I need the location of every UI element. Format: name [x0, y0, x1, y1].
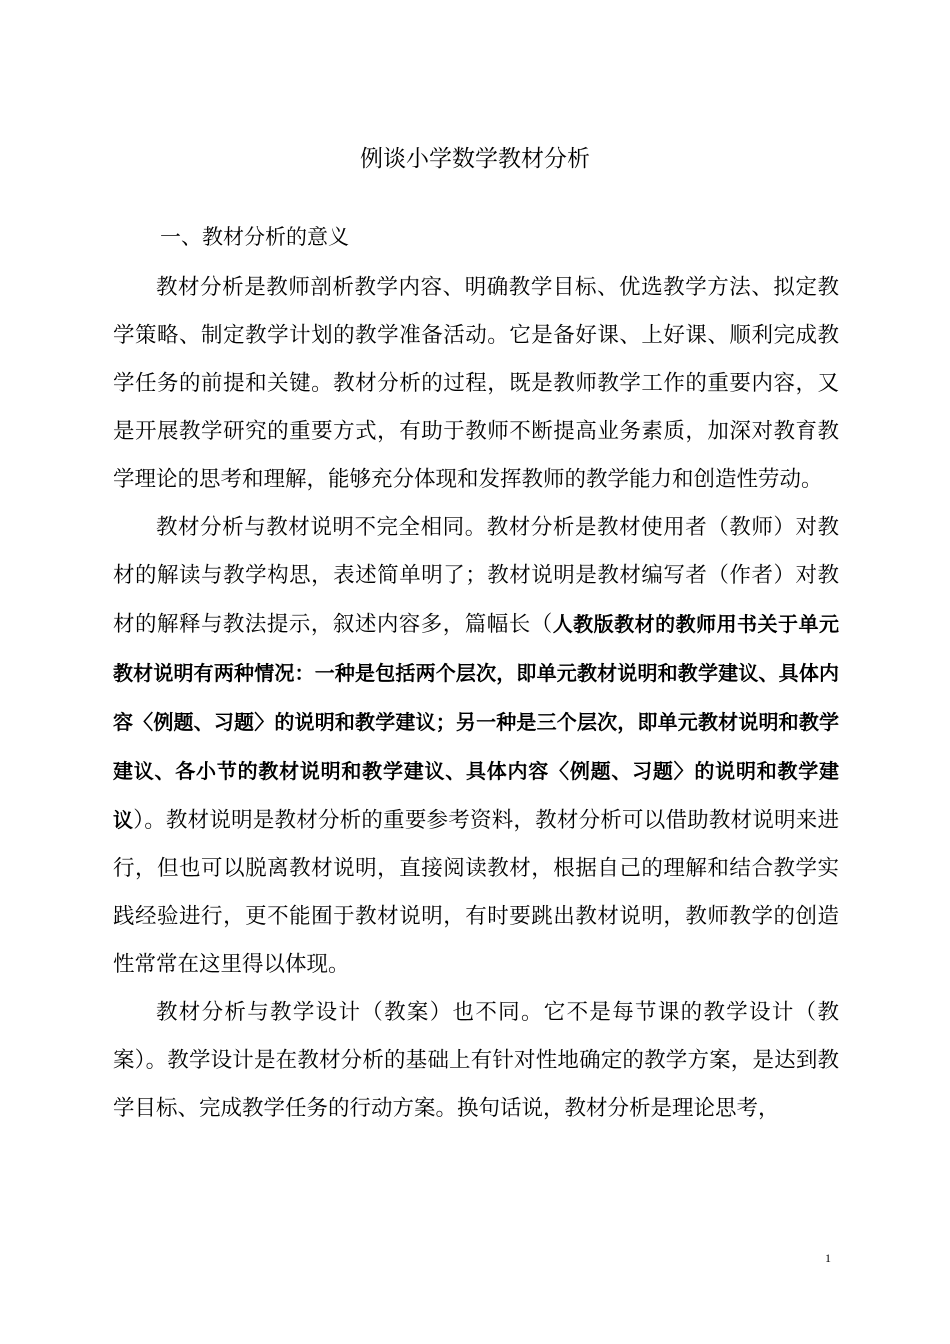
paragraph-1 [113, 264, 839, 504]
section-heading: 一、教材分析的意义 [160, 225, 349, 249]
document-title: 例谈小学数学教材分析 [360, 146, 590, 172]
paragraph-2-text-after: ）。教材说明是教材分析的重要参考资料，教材分析可以借助教材说明来进行，但也可以脱离教材说明，直接阅读教材，根据自己的理解和结合教学实践经验进行，更不能囿于教材说明，有时要跳出教材说明，教师教学的创造性常常在这里得以体现。 [113, 808, 840, 977]
page-number: 1 [825, 1251, 831, 1265]
paragraph-3-text: 教材分析与教学设计（教案）也不同。它不是每节课的教学设计（教案）。教学设计是在教材分析的基础上有针对性地确定的教学方案，是达到教学目标、完成教学任务的行动方案。换句话说，教材分析是理论思考， [113, 1000, 839, 1121]
paragraph-3 [113, 989, 839, 1133]
paragraph-2-text-before: 教材分析与教材说明不完全相同。教材分析是教材使用者（教师）对教材的解读与教学构思，表述简单明了；教材说明是教材编写者（作者）对教材的解释与教法提示，叙述内容多，篇幅长（ [113, 515, 839, 637]
paragraph-2-bold-note: 人教版教材的教师用书关于单元教材说明有两种情况：一种是包括两个层次，即单元教材说明和教学建议、具体内容〈例题、习题〉的说明和教学建议；另一种是三个层次，即单元教材说明和教学建议、各小节的教材说明和教学建议、具体内容〈例题、习题〉的说明和教学建议 [113, 612, 839, 832]
document-body [113, 264, 839, 1133]
paragraph-1-text: 教材分析是教师剖析教学内容、明确教学目标、优选教学方法、拟定教学策略、制定教学计划的教学准备活动。它是备好课、上好课、顺利完成教学任务的前提和关键。教材分析的过程，既是教师教学工作的重要内容，又是开展教学研究的重要方式，有助于教师不断提高业务素质，加深对教育教学理论的思考和理解，能够充分体现和发挥教师的教学能力和创造性劳动。 [113, 275, 839, 492]
paragraph-2 [113, 504, 839, 989]
